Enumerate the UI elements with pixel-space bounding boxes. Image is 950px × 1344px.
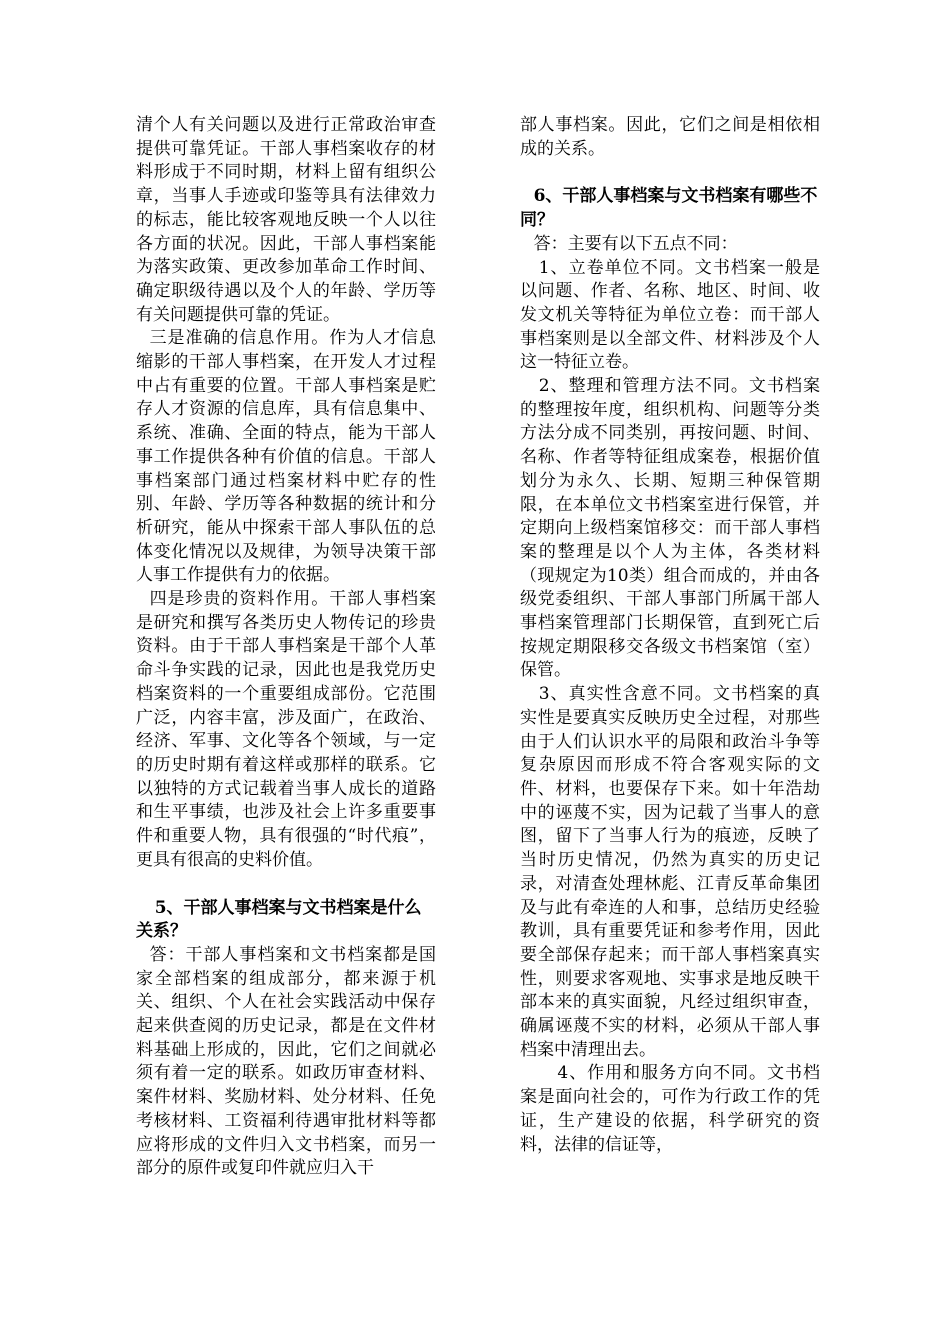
spacer: [520, 161, 820, 185]
spacer: [136, 873, 436, 897]
right-column: [520, 114, 820, 1157]
difference-item-3: 3、真实性含意不同。文书档案的真实性是要真实反映历史全过程，对那些由于人们认识水平的局限和政治斗争等复杂原因而形成不符合客观实际的文件、材料，也要保存下来。如十年浩劫中的诬蔑不实，因为记载了当事人的意图，留下了当事人行为的痕迹，反映了当时历史情况，仍然为真实的历史记录，对清查处理林彪、江青反革命集团及与此有牵连的人和事，总结历史经验教训，具有重要凭证和参考作用，因此要全部保存起来；而干部人事档案真实性，则要求客观地、实事求是地反映干部本来的真实面貌，凡经过组织审查，确属诬蔑不实的材料，必须从干部人事档案中清理出去。: [520, 684, 820, 1060]
paragraph-reference-role: 四是珍贵的资料作用。干部人事档案是研究和撰写各类历史人物传记的珍贵资料。由于干部人事档案是干部个人革命斗争实践的记录，因此也是我党历史档案资料的一个重要组成部份。它范围广泛，内容丰富，涉及面广，在政治、经济、军事、文化等各个领域，与一定的历史时期有着这样或那样的联系。它以独特的方式记载着当事人成长的道路和生平事绩，也涉及社会上许多重要事件和重要人物，具有很强的“时代痕”，更具有很高的史料价值。: [136, 589, 436, 870]
difference-item-4: 4、作用和服务方向不同。文书档案是面向社会的，可作为行政工作的凭证，生产建设的依据，科学研究的资料，法律的信证等，: [520, 1063, 820, 1155]
section-heading-6: 6、干部人事档案与文书档案有哪些不同？: [520, 186, 818, 231]
left-column: [136, 114, 436, 1181]
paragraph-information-role: 三是准确的信息作用。作为人才信息缩影的干部人事档案，在开发人才过程中占有重要的位置。干部人事档案是贮存人才资源的信息库，具有信息集中、系统、准确、全面的特点，能为干部人事工作提供各种有价值的信息。干部人事档案部门通过档案材料中贮存的性别、年龄、学历等各种数据的统计和分析研究，能从中探索干部人事队伍的总体变化情况以及规律，为领导决策干部人事工作提供有力的依据。: [136, 328, 436, 586]
paragraph-credentials: 清个人有关问题以及进行正常政治审查提供可靠凭证。干部人事档案收存的材料形成于不同时期，材料上留有组织公章，当事人手迹或印鉴等具有法律效力的标志，能比较客观地反映一个人以往各方面的状况。因此，干部人事档案能为落实政策、更改参加革命工作时间、确定职级待遇以及个人的年龄、学历等有关问题提供可靠的凭证。: [136, 115, 436, 325]
difference-item-1: 1、立卷单位不同。文书档案一般是以问题、作者、名称、地区、时间、收发文机关等特征为单位立卷：而干部人事档案则是以全部文件、材料涉及个人这一特征立卷。: [520, 257, 820, 373]
answer-5: 答：干部人事档案和文书档案都是国家全部档案的组成部分，都来源于机关、组织、个人在社会实践活动中保存起来供查阅的历史记录，都是在文件材料基础上形成的，因此，它们之间就必须有着一定的联系。如政历审查材料、案件材料、奖励材料、处分材料、任免考核材料、工资福利待遇审批材料等都应将形成的文件归入文书档案，而另一部分的原件或复印件就应归入干: [136, 944, 436, 1179]
answer-5-continued: 部人事档案。因此，它们之间是相依相成的关系。: [520, 115, 820, 159]
section-heading-5: 5、干部人事档案与文书档案是什么关系？: [136, 897, 422, 942]
difference-item-2: 2、整理和管理方法不同。文书档案的整理按年度，组织机构、问题等分类方法分成不同类别，再按问题、时间、名称、作者等特征组成案卷，根据价值划分为永久、长期、短期三种保管期限，在本单位文书档案室进行保管，并定期向上级档案馆移交：而干部人事档案的整理是以个人为主体，各类材料（现规定为10类）组合而成的，并由各级党委组织、干部人事部门所属干部人事档案管理部门长期保管，直到死亡后按规定期限移交各级文书档案馆（室）保管。: [520, 376, 820, 681]
answer-6-intro: 答：主要有以下五点不同：: [533, 233, 738, 254]
